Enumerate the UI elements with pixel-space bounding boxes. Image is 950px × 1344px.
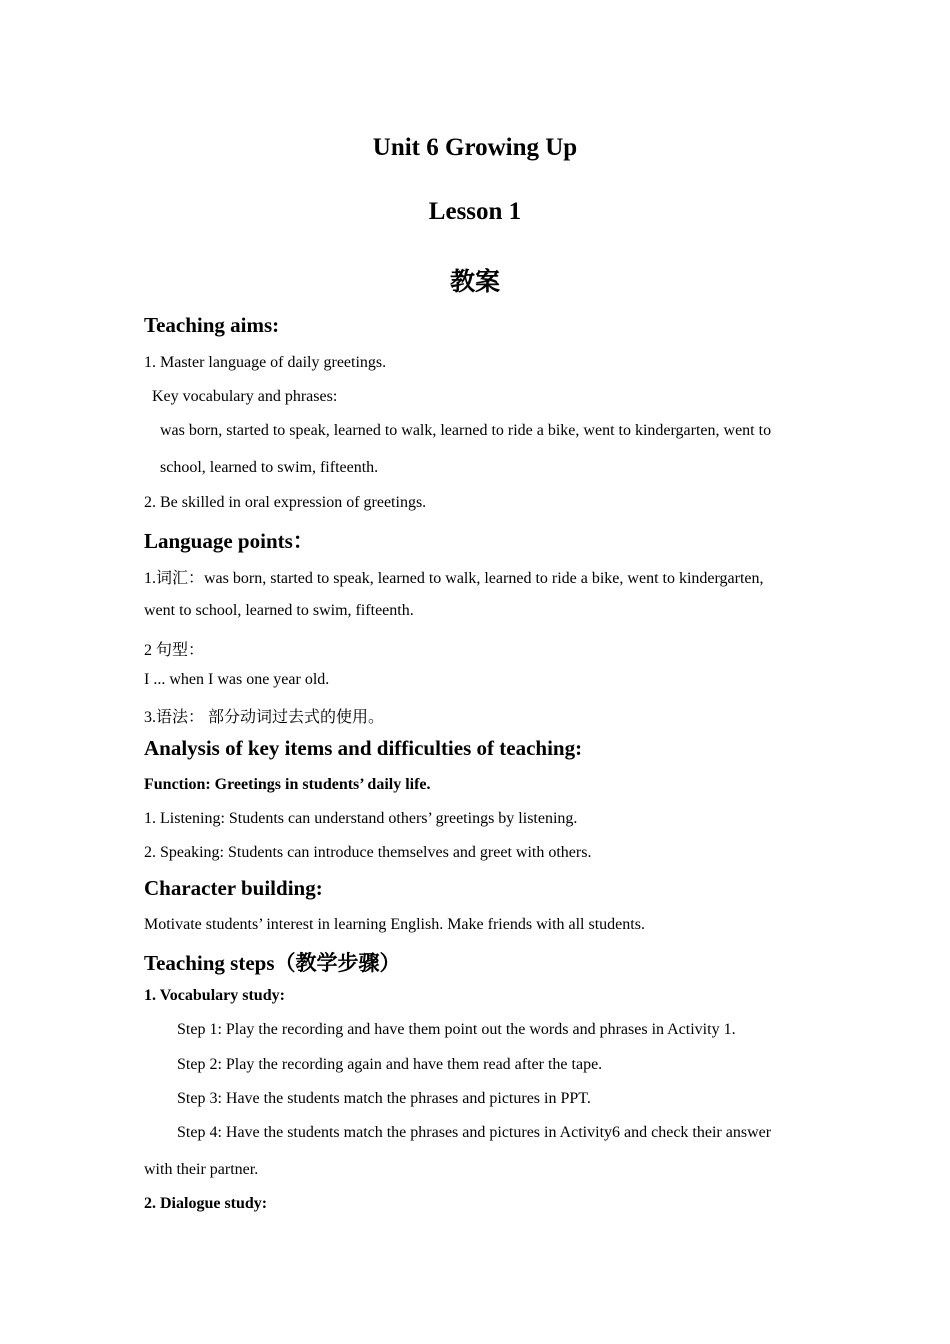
vocab-line-1: was born, started to speak, learned to walk, learned to ride a bike, went to kindergarten, went to — [160, 422, 772, 439]
analysis-heading: Analysis of key items and difficulties of teaching: — [144, 736, 583, 760]
language-line-5: 3.语法： 部分动词过去式的使用。 — [144, 709, 385, 726]
lesson-title: Lesson 1 — [428, 198, 522, 225]
step-4-line-2: with their partner. — [144, 1161, 259, 1178]
aims-item-1: 1. Master language of daily greetings. — [144, 354, 387, 371]
language-line-2: went to school, learned to swim, fifteenth. — [144, 602, 414, 619]
language-line-1: 1.词汇：was born, started to speak, learned to walk, learned to ride a bike, went to kindergarten, — [144, 570, 764, 587]
unit-title: Unit 6 Growing Up — [372, 134, 578, 161]
teaching-aims-heading: Teaching aims: — [144, 313, 280, 337]
step-4-line-1: Step 4: Have the students match the phrases and pictures in Activity6 and check their answer — [177, 1124, 772, 1141]
analysis-item-2: 2. Speaking: Students can introduce themselves and greet with others. — [144, 844, 592, 861]
language-points-heading: Language points： — [144, 529, 314, 553]
aims-item-2: 2. Be skilled in oral expression of greetings. — [144, 494, 427, 511]
language-line-3: 2 句型： — [144, 642, 205, 659]
step-3: Step 3: Have the students match the phrases and pictures in PPT. — [177, 1090, 591, 1107]
key-vocab-label: Key vocabulary and phrases: — [152, 388, 338, 405]
vocabulary-study-subheading: 1. Vocabulary study: — [144, 987, 285, 1004]
character-heading: Character building: — [144, 876, 323, 900]
vocab-line-2: school, learned to swim, fifteenth. — [160, 459, 379, 476]
character-text: Motivate students’ interest in learning English. Make friends with all students. — [144, 916, 645, 933]
step-2: Step 2: Play the recording again and have them read after the tape. — [177, 1056, 603, 1073]
analysis-function: Function: Greetings in students’ daily life. — [144, 776, 431, 793]
teaching-steps-heading: Teaching steps（教学步骤） — [144, 951, 401, 975]
language-line-4: I ... when I was one year old. — [144, 671, 330, 688]
dialogue-study-subheading: 2. Dialogue study: — [144, 1195, 268, 1212]
plan-title: 教案 — [449, 267, 500, 296]
analysis-item-1: 1. Listening: Students can understand others’ greetings by listening. — [144, 810, 578, 827]
step-1: Step 1: Play the recording and have them point out the words and phrases in Activity 1. — [177, 1021, 736, 1038]
